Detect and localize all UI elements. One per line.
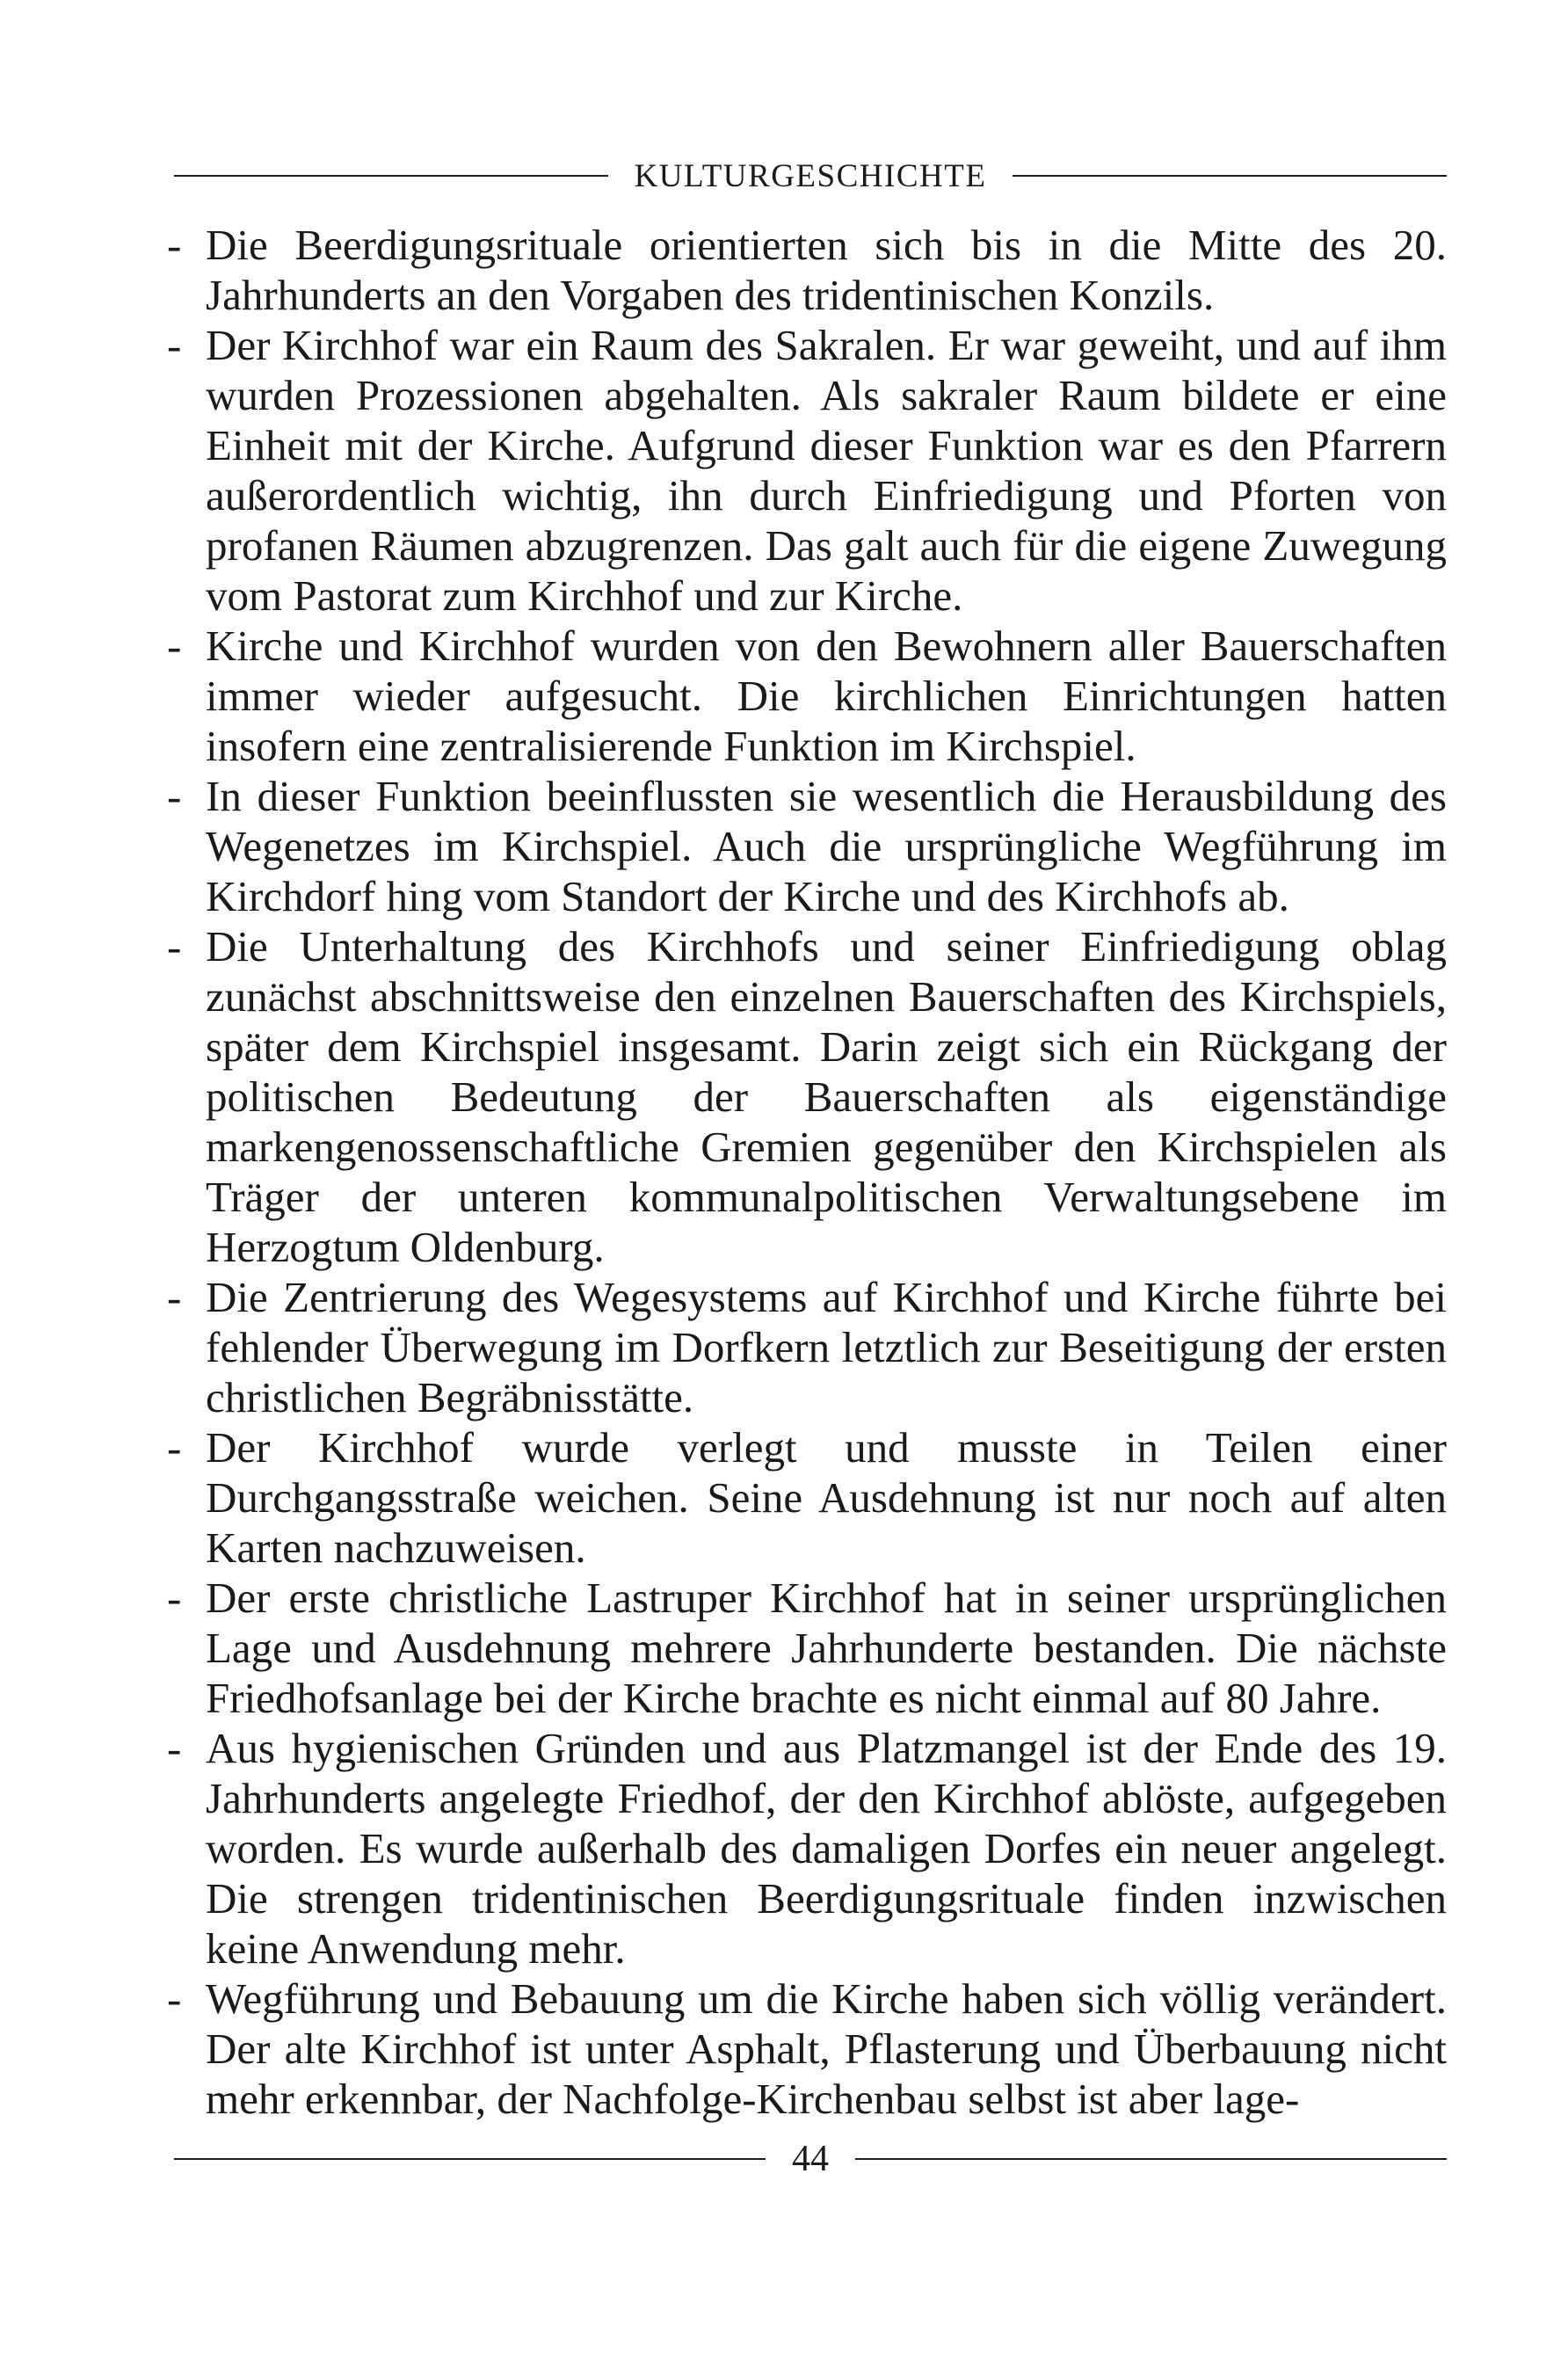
list-item-text: Wegführung und Bebauung um die Kirche haben sich völlig verändert. Der alte Kirchhof ist unter Asphalt, Pflasterung und Überbauung nicht mehr erkennbar, der Nachfolge-Kirchenbau selbst ist aber lage- [206, 1974, 1447, 2123]
page-number: 44 [792, 2139, 829, 2179]
list-item [167, 320, 1447, 621]
footer-rule-left [174, 2158, 766, 2160]
bullet-marker: - [167, 1273, 182, 1321]
list-item-text: Der erste christliche Lastruper Kirchhof hat in seiner ursprünglichen Lage und Ausdehnung mehrere Jahrhunderte bestanden. Die nächste Friedhofsanlage bei der Kirche brachte es nicht einmal auf 80 Jahre. [206, 1574, 1447, 1722]
running-footer [174, 2131, 1447, 2187]
list-item-text: Der Kirchhof wurde verlegt und musste in Teilen einer Durchgangsstraße weichen. Seine Ausdehnung ist nur noch auf alten Karten nachzuweisen. [206, 1423, 1447, 1572]
list-item-text: In dieser Funktion beeinflussten sie wesentlich die Herausbildung des Wegenetzes im Kirchspiel. Auch die ursprüngliche Wegführung im Kirchdorf hing vom Standort der Kirche und des Kirchhofs ab. [206, 772, 1447, 920]
header-rule-left [174, 175, 608, 177]
list-item [167, 1573, 1447, 1723]
body-text [167, 220, 1447, 2124]
list-item-text: Die Unterhaltung des Kirchhofs und seiner Einfriedigung oblag zunächst abschnittsweise den einzelnen Bauerschaften des Kirchspiels, später dem Kirchspiel insgesamt. Darin zeigt sich ein Rückgang der politischen Bedeutung der Bauerschaften als eigenständige markengenossenschaftliche Gremien gegenüber den Kirchspielen als Träger der unteren kommunalpolitischen Verwaltungsebene im Herzogtum Oldenburg. [206, 922, 1447, 1271]
bullet-marker: - [167, 321, 182, 369]
bullet-marker: - [167, 1724, 182, 1772]
list-item-text: Aus hygienischen Gründen und aus Platzmangel ist der Ende des 19. Jahrhunderts angelegte Friedhof, der den Kirchhof ablöste, aufgegeben worden. Es wurde außerhalb des damaligen Dorfes ein neuer angelegt. Die strengen tridentinischen Beerdigungsrituale finden inzwischen keine Anwendung mehr. [206, 1724, 1447, 1973]
bullet-marker: - [167, 622, 182, 670]
bullet-marker: - [167, 1574, 182, 1622]
list-item [167, 1422, 1447, 1573]
list-item [167, 1272, 1447, 1422]
list-item [167, 621, 1447, 771]
bullet-marker: - [167, 1423, 182, 1472]
list-item [167, 921, 1447, 1272]
running-header-title: KULTURGESCHICHTE [634, 157, 987, 194]
list-item [167, 1974, 1447, 2124]
bullet-marker: - [167, 772, 182, 820]
list-item [167, 771, 1447, 921]
header-rule-right [1013, 175, 1447, 177]
bullet-marker: - [167, 1974, 182, 2023]
footer-rule-right [855, 2158, 1447, 2160]
list-item-text: Kirche und Kirchhof wurden von den Bewohnern aller Bauerschaften immer wieder aufgesucht. Die kirchlichen Einrichtungen hatten insofern eine zentralisierende Funktion im Kirchspiel. [206, 622, 1447, 770]
list-item-text: Die Beerdigungsrituale orientierten sich bis in die Mitte des 20. Jahrhunderts an den Vorgaben des tridentinischen Konzils. [206, 221, 1447, 319]
bullet-marker: - [167, 221, 182, 269]
list-item [167, 220, 1447, 320]
list-item [167, 1723, 1447, 1974]
bullet-marker: - [167, 922, 182, 970]
bullet-list [167, 220, 1447, 2124]
list-item-text: Die Zentrierung des Wegesystems auf Kirchhof und Kirche führte bei fehlender Überwegung im Dorfkern letztlich zur Beseitigung der ersten christlichen Begräbnisstätte. [206, 1273, 1447, 1421]
list-item-text: Der Kirchhof war ein Raum des Sakralen. Er war geweiht, und auf ihm wurden Prozessionen abgehalten. Als sakraler Raum bildete er eine Einheit mit der Kirche. Aufgrund dieser Funktion war es den Pfarrern außerordentlich wichtig, ihn durch Einfriedigung und Pforten von profanen Räumen abzugrenzen. Das galt auch für die eigene Zuwegung vom Pastorat zum Kirchhof und zur Kirche. [206, 321, 1447, 620]
running-header [174, 148, 1447, 204]
